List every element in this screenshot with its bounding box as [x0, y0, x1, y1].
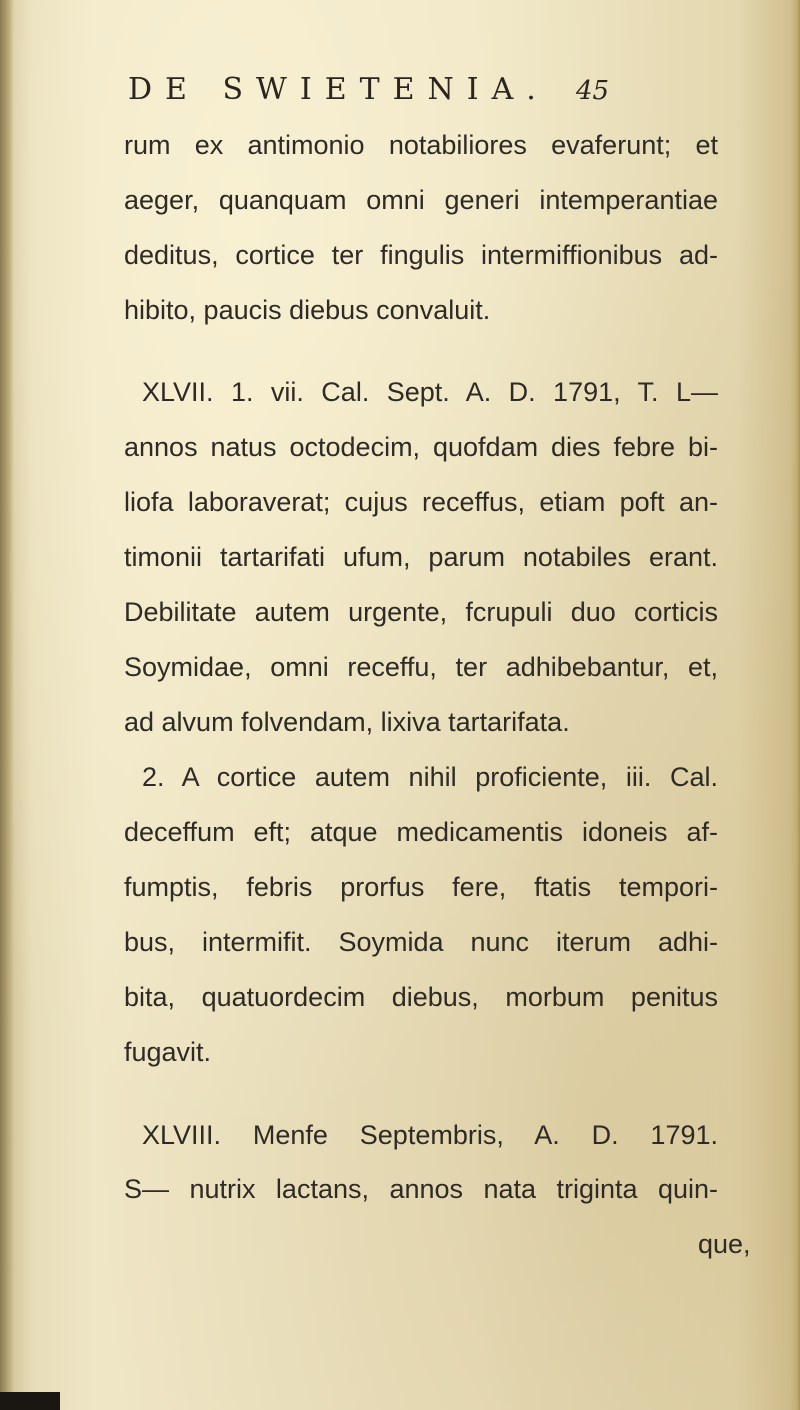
text-line: Debilitate autem urgente, fcrupuli duo corticis — [124, 597, 718, 627]
text-line: Soymidae, omni receffu, ter adhibebantur, et, — [124, 652, 718, 682]
text-line: XLVII. 1. vii. Cal. Sept. A. D. 1791, T. L— — [142, 377, 718, 407]
text-line: XLVIII. Menfe Septembris, A. D. 1791. — [142, 1120, 718, 1150]
text-line: bus, intermifit. Soymida nunc iterum adhi- — [124, 927, 718, 957]
text-line: 2. A cortice autem nihil proficiente, iii. Cal. — [142, 762, 718, 792]
text-line: fugavit. — [124, 1037, 212, 1067]
text-line: deceffum eft; atque medicamentis idoneis af- — [124, 817, 718, 847]
text-line: aeger, quanquam omni generi intemperantiae — [124, 185, 718, 215]
text-line: ad alvum folvendam, lixiva tartarifata. — [124, 707, 570, 737]
page-right-edge — [790, 0, 800, 1410]
text-line: rum ex antimonio notabiliores evaferunt; et — [124, 130, 718, 160]
text-line: S— nutrix lactans, annos nata triginta quin- — [124, 1174, 718, 1204]
page-corner-shadow — [0, 1392, 60, 1410]
text-line: bita, quatuordecim diebus, morbum penitus — [124, 982, 718, 1012]
page-gutter-shadow — [0, 0, 14, 1410]
text-line: hibito, paucis diebus convaluit. — [124, 295, 491, 325]
page-number: 45 — [576, 76, 610, 106]
page-header — [128, 72, 728, 112]
catchword: que, — [698, 1229, 751, 1259]
text-line: fumptis, febris prorfus fere, ftatis tempori- — [124, 872, 718, 902]
text-line: deditus, cortice ter fingulis intermiffionibus ad- — [124, 240, 718, 270]
text-line: annos natus octodecim, quofdam dies febre bi- — [124, 432, 718, 462]
text-line: timonii tartarifati ufum, parum notabiles erant. — [124, 542, 718, 572]
text-line: liofa laboraverat; cujus receffus, etiam poft an- — [124, 487, 718, 517]
running-title: DE SWIETENIA. — [128, 72, 549, 107]
